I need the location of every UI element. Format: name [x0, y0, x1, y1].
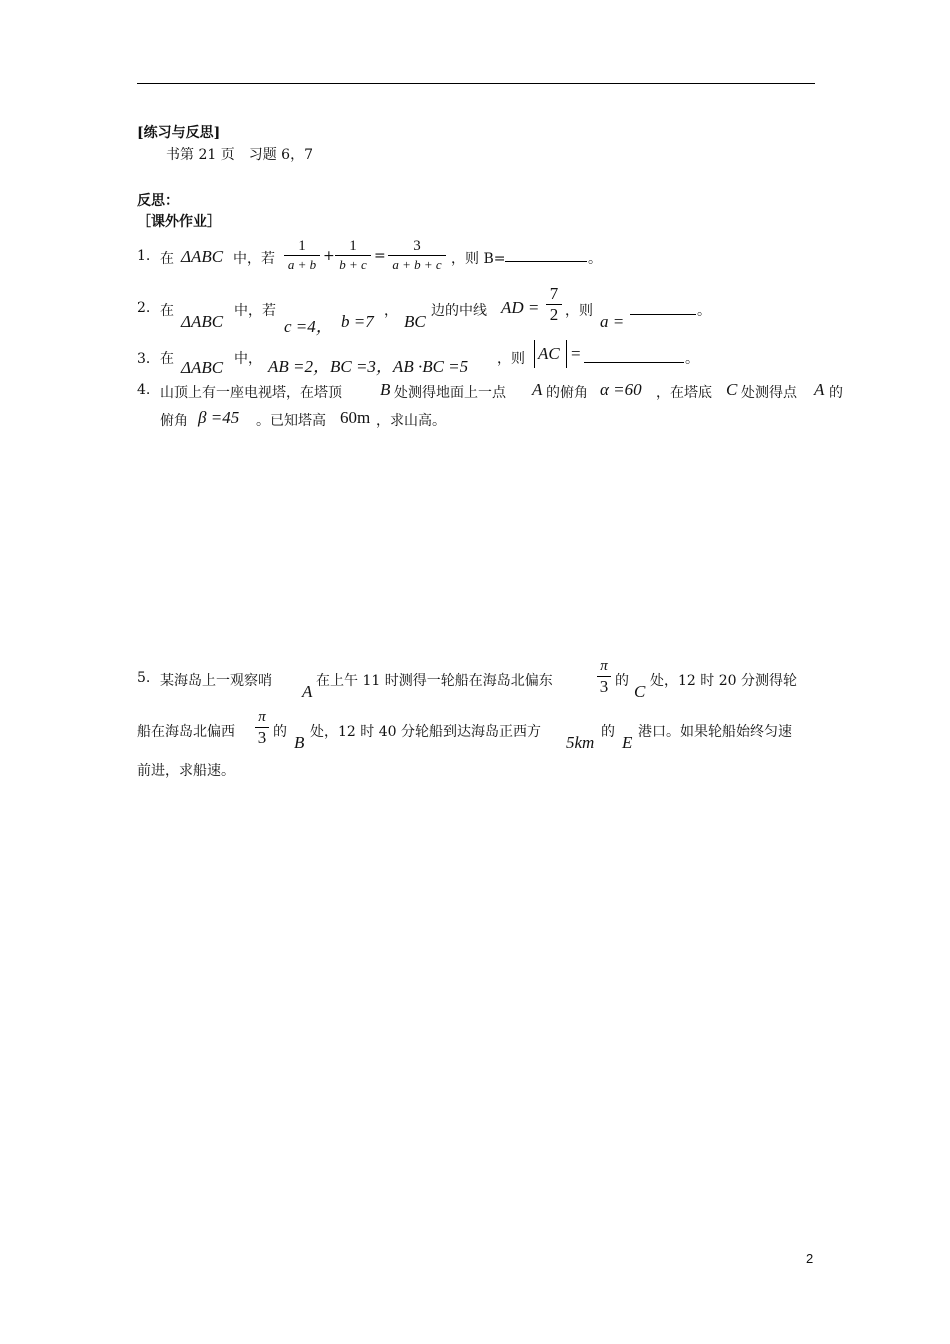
q2-number: 2.	[137, 300, 151, 316]
q1-f1-numerator: 1	[298, 238, 306, 254]
q4-line1-d: ，在塔底	[656, 385, 712, 401]
q5-line2-c: 处，12 时 40 分轮船到达海岛正西方	[310, 724, 541, 740]
q1-plus: +	[323, 248, 335, 264]
q1-f1-denominator: a + b	[287, 257, 317, 272]
q2-answer-blank[interactable]	[630, 302, 696, 315]
q5-f1-three: 3	[599, 677, 609, 696]
q5-line1-a: 某海岛上一观察哨	[160, 673, 272, 689]
q2-then: ，则	[565, 303, 593, 319]
practice-title: [练习与反思]	[137, 125, 221, 141]
q4-line2-a: 俯角	[160, 413, 188, 429]
q3-abs-left-bar	[534, 340, 535, 368]
q2-triangle: ΔABC	[181, 312, 224, 331]
q5-line2-b: 的	[273, 724, 287, 740]
q5-C: C	[634, 682, 646, 701]
q1-equals: =	[374, 248, 386, 264]
q2-ad: AD =	[501, 298, 540, 317]
q4-line2-b: 。已知塔高	[256, 413, 326, 429]
q2-f-denominator: 2	[549, 305, 559, 324]
q1-fraction-1	[284, 237, 320, 274]
reflection-label: 反思：	[137, 193, 179, 209]
q4-line1-e: 处测得点	[741, 385, 797, 401]
q2-a-equals: a =	[600, 312, 625, 331]
q4-A: A	[532, 380, 543, 399]
q3-then: ，则	[497, 351, 525, 367]
page-number: 2	[806, 1251, 814, 1266]
q5-fraction-2	[255, 707, 269, 748]
header-rule	[137, 83, 815, 84]
q5-line3: 前进，求船速。	[137, 763, 235, 779]
q5-A: A	[302, 682, 313, 701]
q1-f2-numerator: 1	[349, 238, 357, 254]
q1-tail: ，则 B=	[451, 251, 506, 267]
q5-line1-b: 在上午 11 时测得一轮船在海岛北偏东	[316, 673, 553, 689]
homework-title: ［课外作业］	[137, 214, 221, 230]
q2-f-numerator: 7	[549, 284, 559, 303]
q4-B: B	[380, 380, 391, 399]
q3-conditions: AB =2，BC =3，AB ·BC =5	[268, 357, 469, 376]
q5-line1-d: 处，12 时 20 分测得轮	[650, 673, 797, 689]
q1-fraction-2	[335, 237, 371, 274]
q4-line1-c: 的俯角	[546, 385, 588, 401]
q1-triangle: ΔABC	[181, 247, 224, 266]
q2-mid: 中，若	[234, 303, 276, 319]
q1-pre: 在	[160, 251, 174, 267]
q3-mid: 中，	[234, 351, 262, 367]
q5-number: 5.	[137, 670, 151, 686]
q1-f2-denominator: b + c	[339, 257, 367, 272]
q3-end: 。	[685, 351, 699, 367]
q5-line2-a: 船在海岛北偏西	[137, 724, 235, 740]
q4-number: 4.	[137, 382, 151, 398]
q3-equals: =	[571, 344, 581, 363]
q1-answer-blank[interactable]	[505, 249, 587, 262]
q4-alpha: α =60	[600, 380, 642, 399]
q1-f3-numerator: 3	[413, 238, 421, 254]
q1-f3-denominator: a + b + c	[392, 257, 442, 272]
q2-c-value: c =4，	[284, 317, 333, 336]
q5-B: B	[294, 733, 305, 752]
q5-distance: 5km	[566, 733, 595, 752]
q3-pre: 在	[160, 351, 174, 367]
q3-abs-right-bar	[566, 340, 567, 368]
q4-line1-f: 的	[829, 385, 843, 401]
q2-bc: BC	[404, 312, 426, 331]
q4-line1-b: 处测得地面上一点	[394, 385, 506, 401]
q5-line2-d: 的	[601, 724, 615, 740]
q5-E: E	[622, 733, 633, 752]
q2-pre: 在	[160, 303, 174, 319]
q1-fraction-3	[388, 237, 446, 274]
q5-line1-c: 的	[615, 673, 629, 689]
q5-f2-three: 3	[257, 728, 267, 747]
q2-fraction	[546, 284, 562, 325]
q4-beta: β =45	[198, 408, 240, 427]
q1-mid: 中，若	[233, 251, 275, 267]
q4-C: C	[726, 380, 738, 399]
q2-side-text: 边的中线	[431, 303, 487, 319]
q1-end: 。	[588, 251, 602, 267]
q2-b-value: b =7	[341, 312, 374, 331]
q4-line2-c: ，求山高。	[376, 413, 446, 429]
q3-number: 3．	[137, 351, 160, 367]
q5-fraction-1	[597, 656, 611, 697]
q3-ac: AC	[538, 344, 560, 363]
q4-line1-a: 山顶上有一座电视塔，在塔顶	[160, 385, 342, 401]
q2-comma: ，	[384, 303, 398, 319]
q5-line2-e: 港口。如果轮船始终匀速	[638, 724, 792, 740]
q4-A2: A	[814, 380, 825, 399]
q5-f2-pi: π	[258, 709, 266, 725]
q3-triangle: ΔABC	[181, 358, 224, 377]
practice-line: 书第 21 页 习题 6，7	[166, 147, 313, 163]
q4-height: 60m	[340, 408, 371, 427]
q1-number: 1.	[137, 248, 151, 264]
q5-f1-pi: π	[600, 658, 608, 674]
q2-end: 。	[697, 303, 711, 319]
q3-answer-blank[interactable]	[584, 350, 684, 363]
